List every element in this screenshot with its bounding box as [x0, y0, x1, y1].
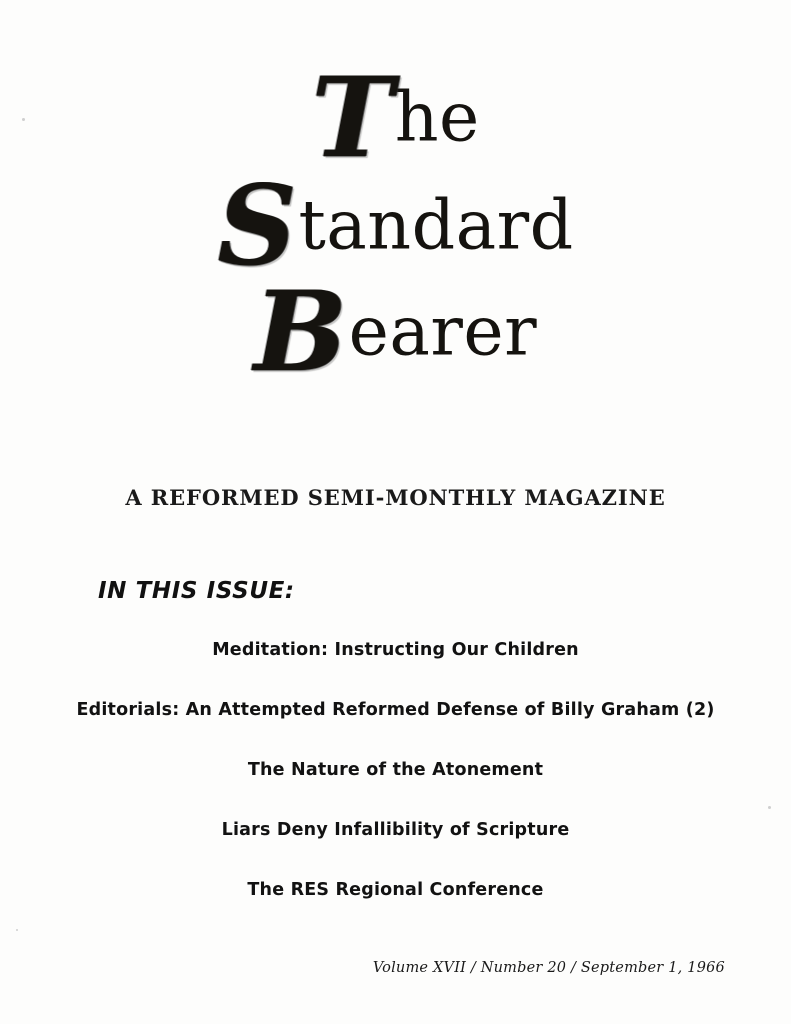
in-this-issue-heading: IN THIS ISSUE:	[98, 578, 295, 604]
table-of-contents	[0, 640, 791, 940]
drop-cap-t: T	[311, 53, 394, 182]
drop-cap-s: S	[217, 161, 298, 291]
masthead-line-the	[0, 53, 791, 182]
masthead-standard-rest: tandard	[298, 186, 574, 266]
masthead-bearer-rest: earer	[348, 292, 538, 372]
magazine-subtitle: A REFORMED SEMI-MONTHLY MAGAZINE	[125, 485, 666, 510]
masthead-line-bearer	[0, 267, 791, 397]
drop-cap-b: B	[253, 267, 348, 397]
list-item: The Nature of the Atonement	[247, 760, 544, 780]
list-item: The RES Regional Conference	[247, 880, 544, 900]
masthead-line-standard	[0, 161, 791, 291]
masthead-the-rest: he	[394, 78, 480, 158]
masthead	[0, 53, 791, 397]
list-item: Liars Deny Infallibility of Scripture	[221, 820, 570, 840]
list-item: Editorials: An Attempted Reformed Defense of Billy Graham (2)	[76, 700, 715, 720]
list-item: Meditation: Instructing Our Children	[212, 640, 579, 660]
issue-volume-footer: Volume XVII / Number 20 / September 1, 1966	[372, 960, 725, 976]
